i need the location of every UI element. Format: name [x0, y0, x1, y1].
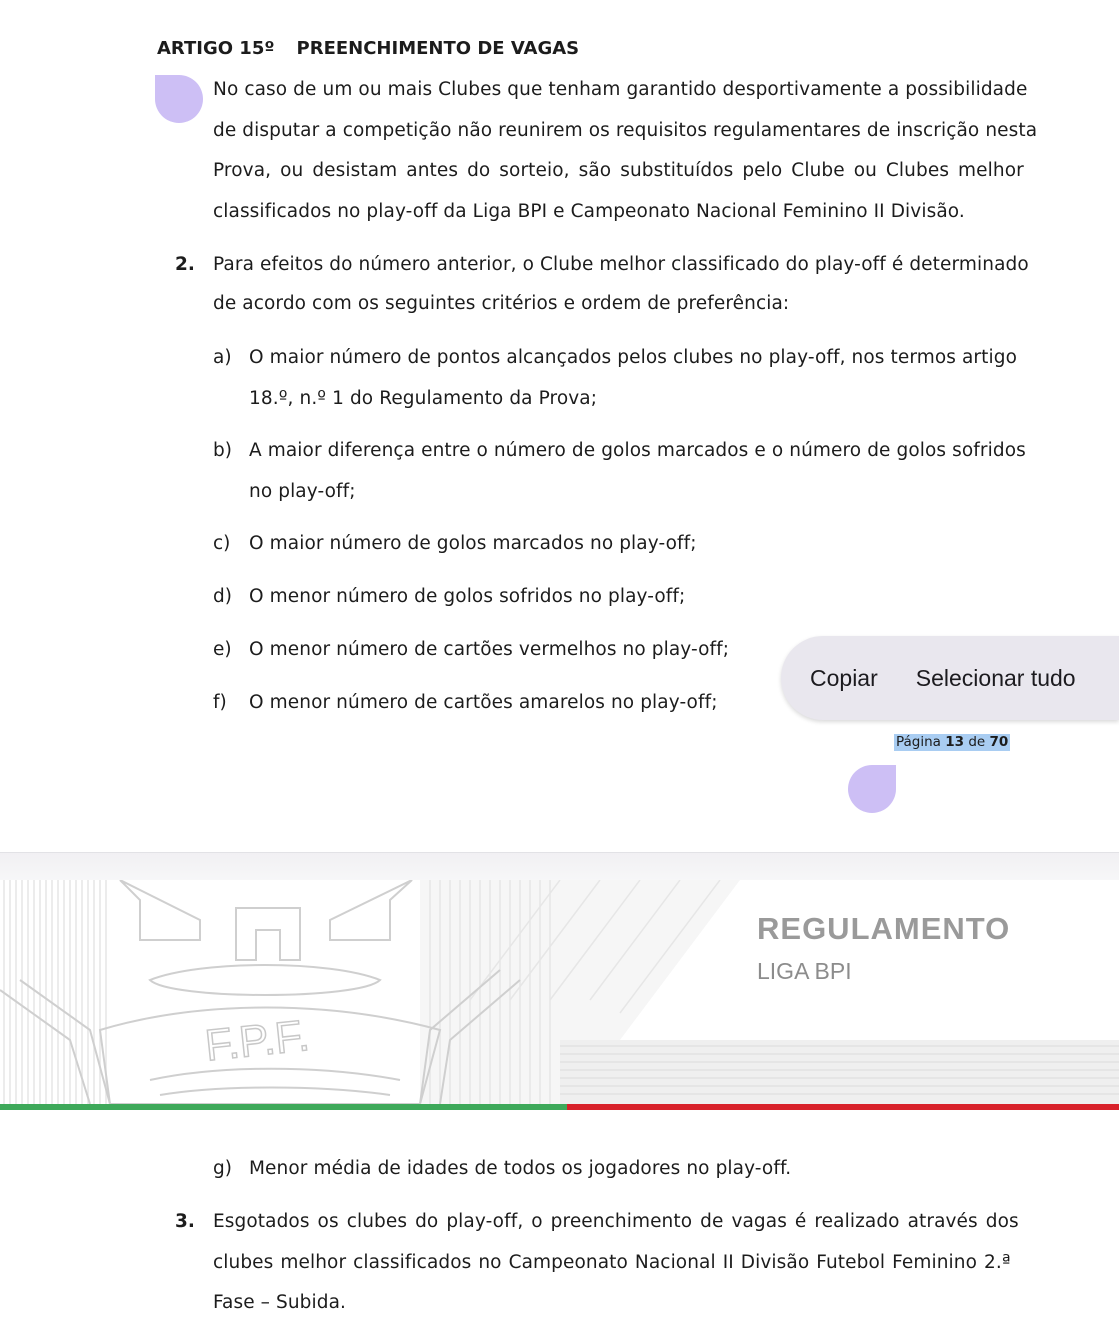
criterion-line: no play-off; — [249, 481, 356, 502]
criterion-line: Menor média de idades de todos os jogadores no play-off. — [249, 1158, 792, 1179]
criterion-letter: f) — [213, 692, 227, 713]
page-total: 70 — [989, 734, 1009, 750]
logo-text: F.P.F. — [202, 1010, 312, 1071]
criterion-line: O menor número de cartões vermelhos no play-off; — [249, 639, 730, 660]
criterion-letter: e) — [213, 639, 232, 660]
para1-line: de disputar a competição não reunirem os requisitos regulamentares de inscrição nesta — [213, 120, 1038, 141]
criterion-letter: b) — [213, 440, 232, 461]
para1-line: Prova, ou desistam antes do sorteio, são substituídos pelo Clube ou Clubes melhor — [213, 160, 1024, 181]
criterion-letter: c) — [213, 533, 231, 554]
page-number: Página 13 de 70 — [896, 734, 1009, 750]
article-heading — [157, 38, 579, 59]
selection-context-menu — [781, 636, 1119, 720]
criterion-line: O menor número de golos sofridos no play-off; — [249, 586, 686, 607]
banner-subtitle: LIGA BPI — [757, 958, 852, 984]
criterion-line: A maior diferença entre o número de golos marcados e o número de golos sofridos — [249, 440, 1026, 461]
page-separator — [0, 852, 1119, 881]
select-all-button[interactable]: Selecionar tudo — [915, 664, 1076, 691]
item3-line: clubes melhor classificados no Campeonato Nacional II Divisão Futebol Feminino 2.ª — [213, 1252, 1011, 1273]
banner-title: REGULAMENTO — [757, 911, 1011, 946]
criterion-letter: g) — [213, 1158, 232, 1179]
selection-end-handle[interactable] — [848, 765, 896, 813]
criterion-line: O menor número de cartões amarelos no play-off; — [249, 692, 718, 713]
item2-line: Para efeitos do número anterior, o Clube melhor classificado do play-off é determinado — [213, 254, 1029, 275]
item-number: 3. — [175, 1211, 195, 1232]
item3-line: Fase – Subida. — [213, 1292, 347, 1313]
item-number: 2. — [175, 254, 195, 275]
criterion-letter: d) — [213, 586, 232, 607]
page-current: 13 — [945, 734, 965, 750]
criterion-line: O maior número de pontos alcançados pelos clubes no play-off, nos termos artigo — [249, 347, 1017, 368]
article-number: ARTIGO 15º — [157, 38, 275, 59]
criterion-line: 18.º, n.º 1 do Regulamento da Prova; — [249, 388, 598, 409]
para1-line: classificados no play-off da Liga BPI e Campeonato Nacional Feminino II Divisão. — [213, 201, 965, 222]
stripe-green — [0, 1104, 567, 1110]
criterion-line: O maior número de golos marcados no play-off; — [249, 533, 697, 554]
item3-line: Esgotados os clubes do play-off, o preenchimento de vagas é realizado através dos — [213, 1211, 1019, 1232]
selection-start-handle[interactable] — [155, 75, 203, 123]
stripe-red — [567, 1104, 1119, 1110]
criterion-letter: a) — [213, 347, 232, 368]
item2-line: de acordo com os seguintes critérios e ordem de preferência: — [213, 293, 790, 314]
copy-button[interactable]: Copiar — [810, 664, 878, 691]
article-title: PREENCHIMENTO DE VAGAS — [296, 38, 580, 59]
para1-line: No caso de um ou mais Clubes que tenham garantido desportivamente a possibilidade — [213, 79, 1028, 100]
